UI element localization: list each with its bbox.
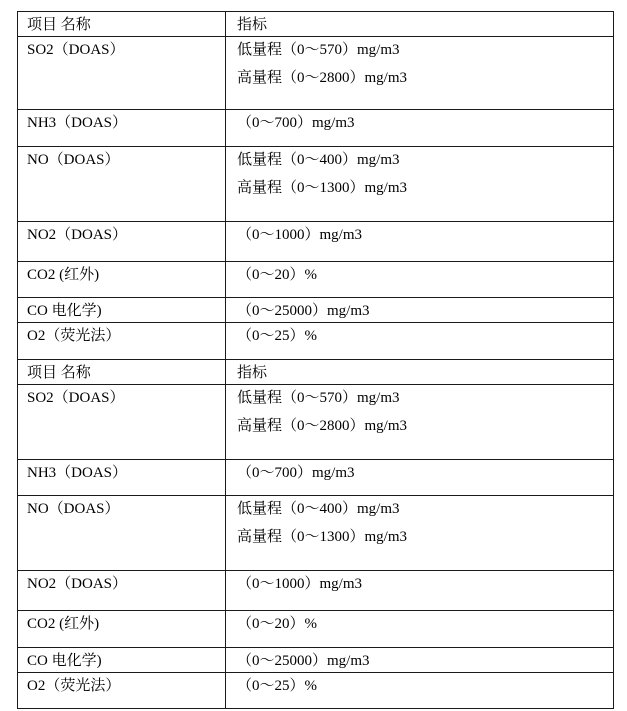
indicator-line: （0～25）% — [237, 678, 317, 694]
project-name-cell: NH3（DOAS） — [18, 110, 226, 147]
project-name-cell: CO 电化学) — [18, 298, 226, 323]
indicator-cell — [226, 496, 614, 571]
indicator-line: 低量程（0～400）mg/m3 — [237, 501, 400, 517]
indicator-line: （0～20）% — [237, 267, 317, 283]
table-row — [18, 110, 614, 147]
table-row — [18, 460, 614, 496]
indicator-cell — [226, 147, 614, 222]
table-row — [18, 298, 614, 323]
table-row — [18, 385, 614, 460]
indicator-line: （0～700）mg/m3 — [237, 115, 355, 131]
column-header-indicator: 指标 — [226, 12, 614, 37]
indicator-cell — [226, 262, 614, 298]
project-name-cell: SO2（DOAS） — [18, 385, 226, 460]
indicator-cell — [226, 571, 614, 611]
table-row — [18, 323, 614, 360]
indicator-line: （0～25000）mg/m3 — [237, 653, 370, 669]
table-row — [18, 611, 614, 648]
project-name-cell: O2（荧光法） — [18, 673, 226, 709]
table-row — [18, 571, 614, 611]
table-row — [18, 222, 614, 262]
project-name-cell: NO（DOAS） — [18, 147, 226, 222]
indicator-line: （0～20）% — [237, 616, 317, 632]
indicator-line: 低量程（0～400）mg/m3 — [237, 152, 400, 168]
table-row — [18, 648, 614, 673]
indicator-cell — [226, 298, 614, 323]
column-header-indicator: 指标 — [226, 360, 614, 385]
spec-table — [17, 11, 614, 709]
indicator-cell — [226, 222, 614, 262]
table-row — [18, 496, 614, 571]
table-row — [18, 147, 614, 222]
indicator-line: （0～25）% — [237, 328, 317, 344]
header-row — [18, 360, 614, 385]
project-name-cell: CO2 (红外) — [18, 262, 226, 298]
indicator-cell — [226, 385, 614, 460]
project-name-cell: NH3（DOAS） — [18, 460, 226, 496]
column-header-project-name: 项目 名称 — [18, 360, 226, 385]
indicator-cell — [226, 323, 614, 360]
indicator-cell — [226, 611, 614, 648]
column-header-project-name: 项目 名称 — [18, 12, 226, 37]
project-name-cell: SO2（DOAS） — [18, 37, 226, 110]
header-row — [18, 12, 614, 37]
indicator-cell — [226, 673, 614, 709]
indicator-line: （0～25000）mg/m3 — [237, 303, 370, 319]
indicator-line: （0～700）mg/m3 — [237, 465, 355, 481]
project-name-cell: NO2（DOAS） — [18, 571, 226, 611]
indicator-cell — [226, 37, 614, 110]
project-name-cell: NO2（DOAS） — [18, 222, 226, 262]
project-name-cell: O2（荧光法） — [18, 323, 226, 360]
project-name-cell: CO 电化学) — [18, 648, 226, 673]
table-row — [18, 673, 614, 709]
indicator-line: （0～1000）mg/m3 — [237, 576, 363, 592]
indicator-line: （0～1000）mg/m3 — [237, 227, 363, 243]
indicator-line: 高量程（0～1300）mg/m3 — [237, 180, 408, 196]
indicator-cell — [226, 648, 614, 673]
project-name-cell: NO（DOAS） — [18, 496, 226, 571]
indicator-line: 高量程（0～1300）mg/m3 — [237, 529, 408, 545]
indicator-line: 高量程（0～2800）mg/m3 — [237, 70, 408, 86]
indicator-line: 高量程（0～2800）mg/m3 — [237, 418, 408, 434]
indicator-line: 低量程（0～570）mg/m3 — [237, 42, 400, 58]
project-name-cell: CO2 (红外) — [18, 611, 226, 648]
indicator-cell — [226, 110, 614, 147]
table-row — [18, 262, 614, 298]
indicator-line: 低量程（0～570）mg/m3 — [237, 390, 400, 406]
table-row — [18, 37, 614, 110]
indicator-cell — [226, 460, 614, 496]
